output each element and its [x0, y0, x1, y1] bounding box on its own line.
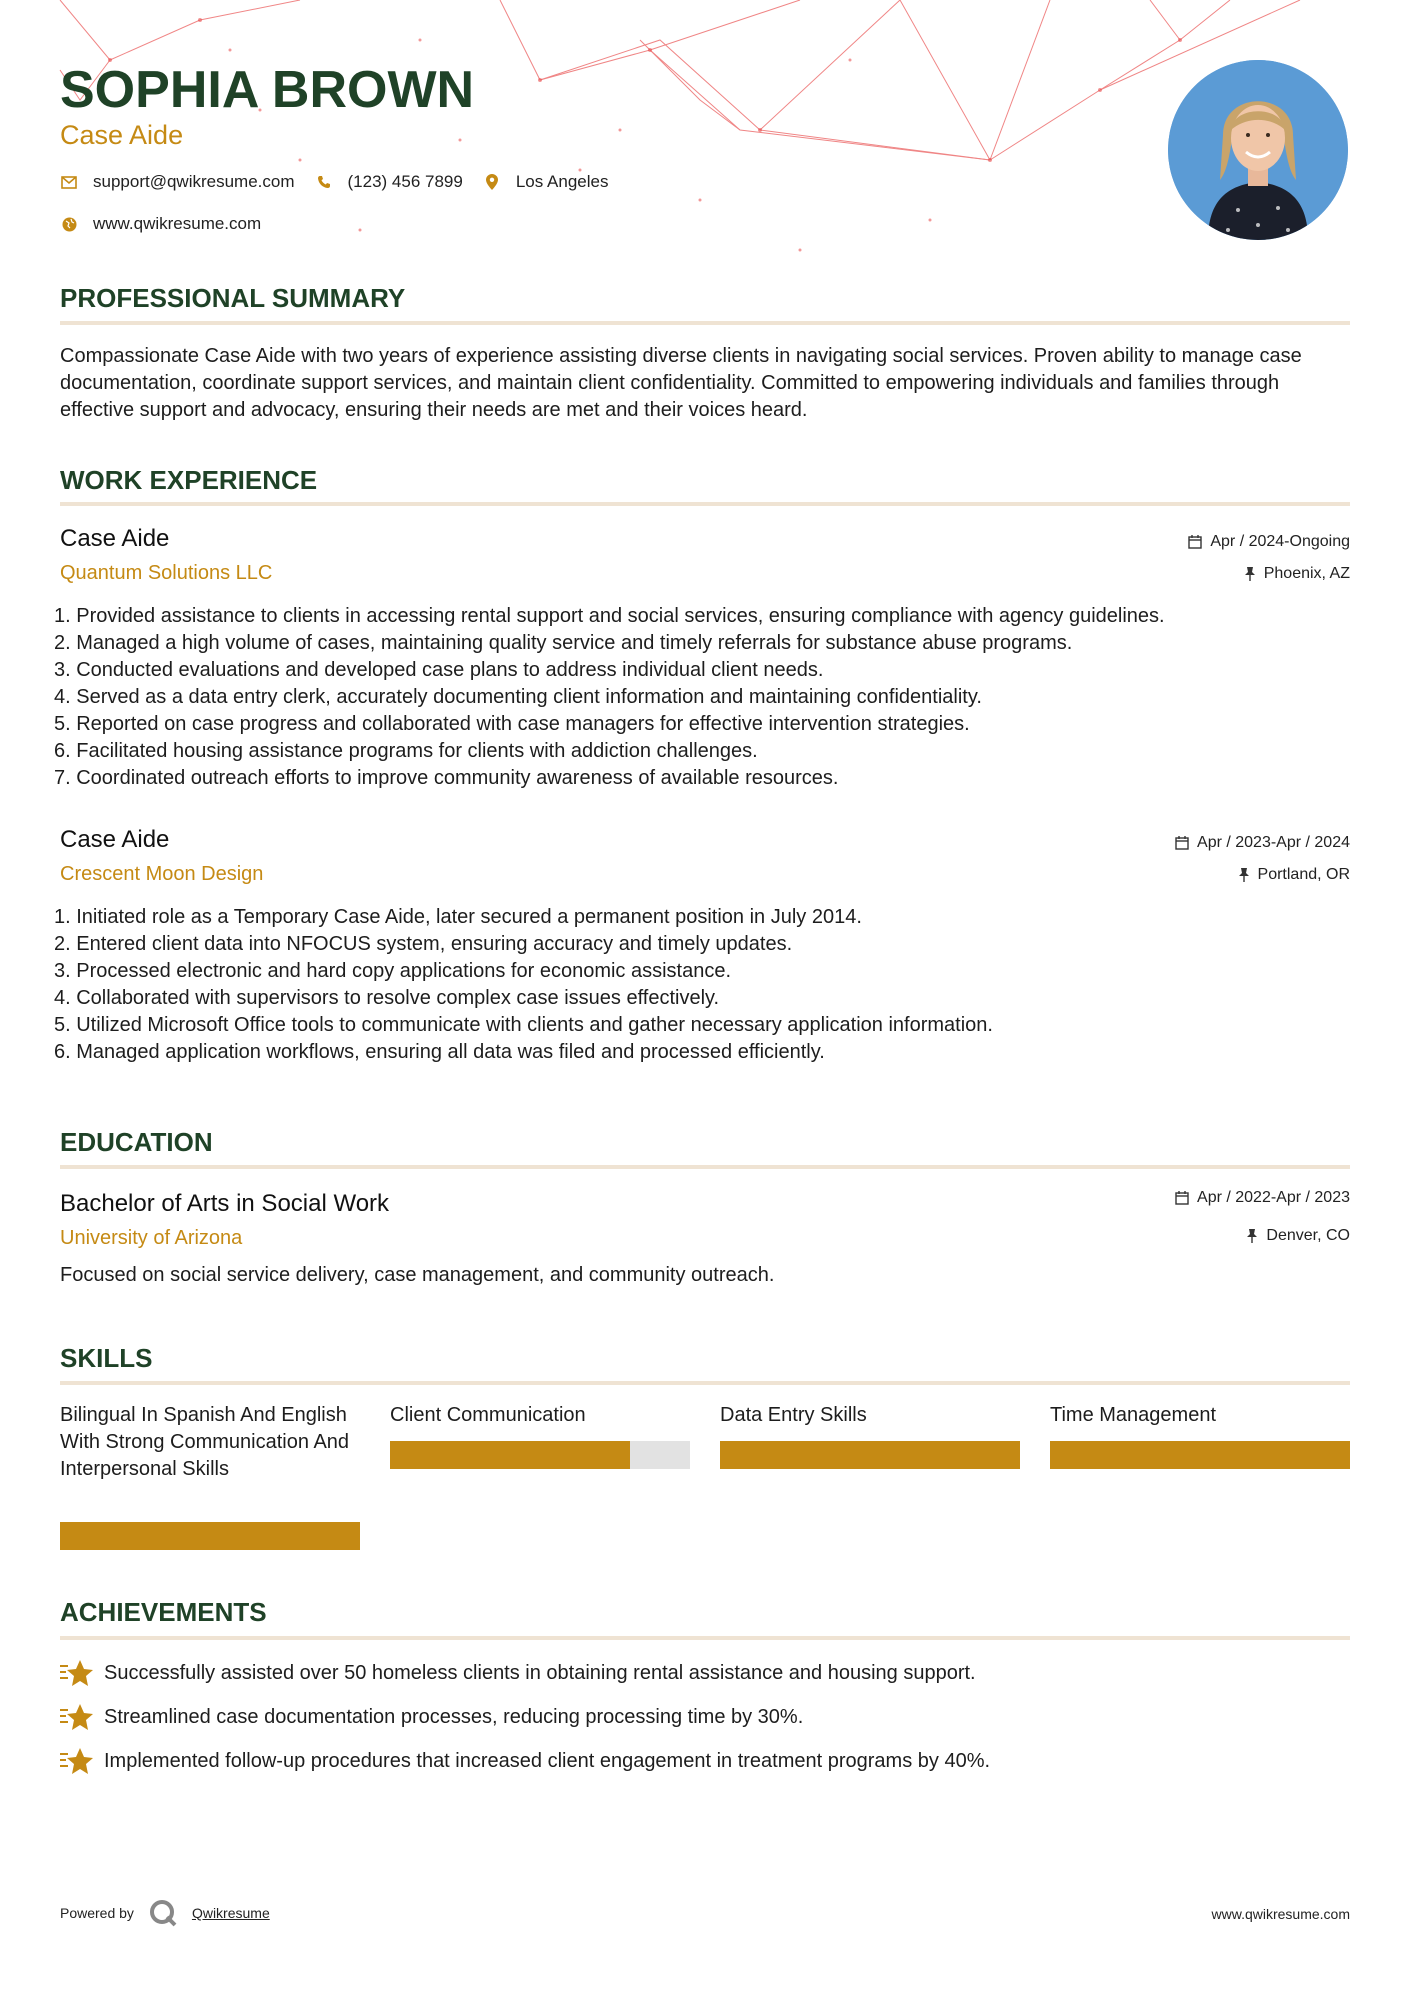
list-item: 6. Managed application workflows, ensuring all data was filed and processed efficiently. [54, 1041, 825, 1063]
education-description: Focused on social service delivery, case management, and community outreach. [60, 1264, 775, 1286]
job-location-text: Phoenix, AZ [1263, 565, 1350, 582]
phone-text: (123) 456 7899 [347, 172, 463, 191]
map-pin-icon [483, 173, 501, 191]
skill-item [720, 1402, 1020, 1429]
envelope-icon [60, 173, 78, 191]
pushpin-icon [1246, 1229, 1258, 1243]
qwikresume-link[interactable]: Qwikresume [191, 1905, 270, 1921]
list-item: 4. Collaborated with supervisors to resolve complex case issues effectively. [54, 987, 720, 1009]
location-item [483, 172, 609, 192]
list-item: 5. Utilized Microsoft Office tools to communicate with clients and gather necessary application information. [54, 1014, 993, 1036]
list-item: 4. Served as a data entry clerk, accurately documenting client information and maintaining confidentiality. [54, 686, 982, 708]
skill-level-bar [60, 1522, 360, 1550]
skill-level-fill [1050, 1441, 1350, 1469]
list-item: 2. Entered client data into NFOCUS system, ensuring accuracy and timely updates. [54, 933, 793, 955]
list-item: 5. Reported on case progress and collaborated with case managers for effective intervention strategies. [54, 713, 970, 735]
skill-level-fill [60, 1522, 360, 1550]
experience-heading: WORK EXPERIENCE [60, 465, 318, 495]
company-name: Quantum Solutions LLC [60, 562, 273, 584]
section-divider [60, 1165, 1350, 1169]
star-icon [60, 1746, 94, 1776]
section-divider [60, 1381, 1350, 1385]
skill-level-fill [720, 1441, 1020, 1469]
education-heading: EDUCATION [60, 1127, 213, 1157]
pushpin-icon [1244, 567, 1256, 581]
skill-level-bar [720, 1441, 1020, 1469]
job-dates [1188, 533, 1350, 551]
skill-name: Time Management [1050, 1404, 1216, 1426]
website-row [60, 214, 281, 234]
email-text: support@qwikresume.com [93, 172, 295, 191]
candidate-role: Case Aide [60, 120, 184, 150]
job-dates [1175, 834, 1350, 852]
skill-level-bar [390, 1441, 690, 1469]
section-divider [60, 1636, 1350, 1640]
powered-by-label: Powered by [60, 1905, 134, 1921]
education-location-text: Denver, CO [1266, 1227, 1350, 1244]
phone-icon [315, 173, 333, 191]
candidate-name: SOPHIA BROWN [60, 61, 475, 119]
list-item: 2. Managed a high volume of cases, maintaining quality service and timely referrals for substance abuse programs. [54, 632, 1073, 654]
pushpin-icon [1238, 868, 1250, 882]
achievement-item [60, 1702, 803, 1732]
star-icon [60, 1702, 94, 1732]
skill-name: Client Communication [390, 1404, 586, 1426]
degree-title: Bachelor of Arts in Social Work [60, 1190, 390, 1217]
achievement-text: Implemented follow-up procedures that increased client engagement in treatment programs by 40%. [104, 1749, 991, 1772]
education-dates-text: Apr / 2022-Apr / 2023 [1197, 1189, 1350, 1206]
contact-row [60, 172, 628, 192]
list-item: 3. Conducted evaluations and developed case plans to address individual client needs. [54, 659, 824, 681]
list-item: 3. Processed electronic and hard copy applications for economic assistance. [54, 960, 732, 982]
achievement-item [60, 1746, 990, 1776]
job-dates-text: Apr / 2023-Apr / 2024 [1197, 834, 1350, 851]
list-item: 1. Provided assistance to clients in accessing rental support and social services, ensuring compliance with agency guidelines. [54, 605, 1165, 627]
skill-level-bar [1050, 1441, 1350, 1469]
qwikresume-logo-icon [148, 1898, 178, 1928]
location-text: Los Angeles [515, 172, 609, 191]
profile-photo [1168, 60, 1348, 240]
job-title: Case Aide [60, 826, 170, 853]
skill-name: Bilingual In Spanish And English With Strong Communication And Interpersonal Skills [60, 1404, 350, 1480]
skill-item [1050, 1402, 1350, 1429]
education-dates [1175, 1189, 1350, 1207]
job-dates-text: Apr / 2024-Ongoing [1210, 533, 1350, 550]
footer-website[interactable]: www.qwikresume.com [1211, 1906, 1350, 1922]
achievement-text: Streamlined case documentation processes, reducing processing time by 30%. [104, 1705, 804, 1728]
calendar-icon [1175, 836, 1189, 850]
company-name: Crescent Moon Design [60, 863, 264, 885]
email-item[interactable] [60, 172, 295, 192]
job-title: Case Aide [60, 525, 170, 552]
job-location [1244, 565, 1350, 583]
skills-heading: SKILLS [60, 1343, 153, 1373]
calendar-icon [1175, 1191, 1189, 1205]
job-location-text: Portland, OR [1257, 866, 1350, 883]
skill-item [390, 1402, 690, 1429]
website-item[interactable] [60, 214, 261, 234]
summary-text: Compassionate Case Aide with two years of experience assisting diverse clients in navigating social services. Proven ability to manage case documentation, coordinate support services, and maintain client confidentiality. Committed to empowering individuals and families through effective support and advocacy, ensuring their needs are met and their voices heard. [60, 345, 1302, 421]
school-name: University of Arizona [60, 1227, 243, 1249]
job-location [1238, 866, 1350, 884]
job-bullets [54, 603, 1354, 792]
globe-icon [60, 215, 78, 233]
star-icon [60, 1658, 94, 1688]
achievements-heading: ACHIEVEMENTS [60, 1597, 267, 1627]
list-item: 6. Facilitated housing assistance programs for clients with addiction challenges. [54, 740, 758, 762]
list-item: 1. Initiated role as a Temporary Case Aide, later secured a permanent position in July 2014. [54, 906, 862, 928]
education-location [1246, 1227, 1350, 1245]
list-item: 7. Coordinated outreach efforts to improve community awareness of available resources. [54, 767, 839, 789]
summary-heading: PROFESSIONAL SUMMARY [60, 283, 406, 313]
phone-item[interactable] [315, 172, 463, 192]
achievement-item [60, 1658, 976, 1688]
website-text: www.qwikresume.com [93, 214, 262, 233]
section-divider [60, 321, 1350, 325]
section-divider [60, 502, 1350, 506]
skill-name: Data Entry Skills [720, 1404, 867, 1426]
footer-powered-by [60, 1898, 270, 1928]
skill-level-fill [390, 1441, 630, 1469]
skill-item [60, 1402, 360, 1483]
job-bullets [54, 904, 1354, 1066]
calendar-icon [1188, 535, 1202, 549]
achievement-text: Successfully assisted over 50 homeless clients in obtaining rental assistance and housing support. [104, 1661, 976, 1684]
